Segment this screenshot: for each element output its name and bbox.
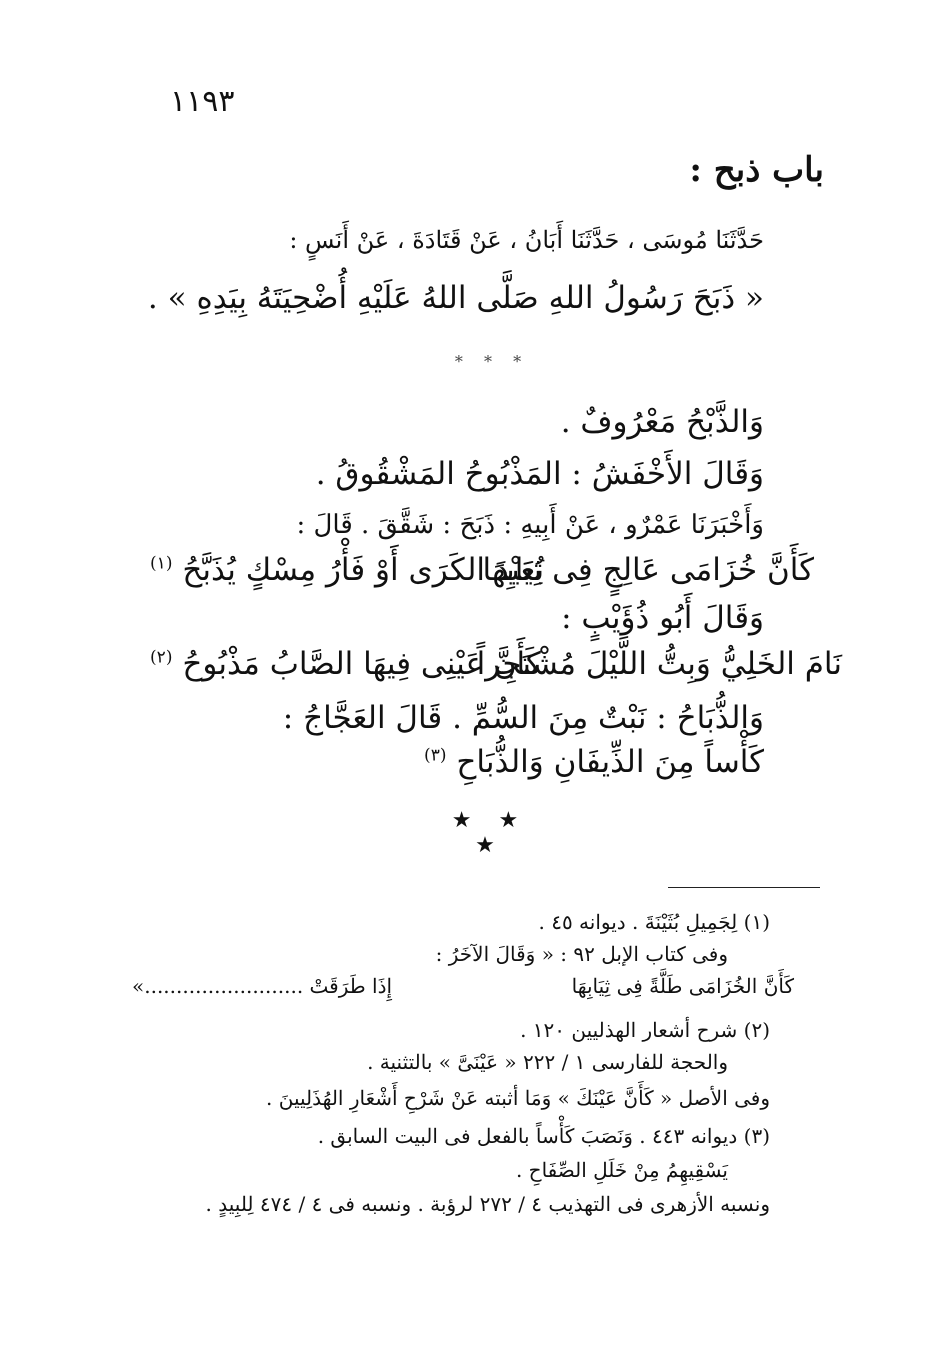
- verse-2-second-hemistich: [150, 646, 541, 682]
- footnote-marker-3: (٣): [424, 745, 447, 766]
- footnote-3-line-2: يَسْقِيهِمُ مِنْ خَلَلِ الصِّفَاحِ .: [515, 1158, 728, 1182]
- footnote-1-verse-second: إِذَا طَرَقَتْ .........................»: [132, 974, 393, 998]
- verse-2-second-text: كَأَنَّ عَيْنِى فِيهَا الصَّابُ مَذْبُوحُ: [182, 646, 541, 682]
- footnote-3-line-1: (٣) ديوانه ٤٤٣ . وَنَصَبَ كَأْساً بالفعل فى البيت السابق .: [317, 1124, 770, 1148]
- hadith-isnad: حَدَّثَنَا مُوسَى ، حَدَّثَنَا أَبَانُ ، عَنْ قَتَادَةَ ، عَنْ أَنَسٍ :: [289, 226, 764, 254]
- footnote-2-line-1: (٢) شرح أشعار الهذليين ١٢٠ .: [520, 1018, 770, 1042]
- section-separator-large: ★ ★ ★: [451, 808, 529, 858]
- footnote-1-line-1: (١) لِجَمِيلِ بُثَيْنَةَ . ديوانه ٤٥ .: [538, 910, 770, 934]
- verse-3: [424, 744, 764, 780]
- verse-1-second-text: بُعَيْدَ الكَرَى أَوْ فَأْرُ مِسْكٍ يُذَبَّحُ: [182, 552, 545, 588]
- verse-2-first-hemistich: نَامَ الخَلِيُّ وَبِتُّ اللَّيْلَ مُشْتَجِراً: [476, 646, 842, 682]
- body-line-5: وَالذُّبَاحُ : نَبْتٌ مِنَ السُّمِّ . قَالَ العَجَّاجُ :: [282, 700, 764, 736]
- footnote-2-line-3: وفى الأصل « كَأَنَّ عَيْنَكَ » وَمَا أثبته عَنْ شَرْحِ أَشْعَارِ الهُذَلِيينَ .: [266, 1086, 770, 1110]
- footnote-1-verse-first: كَأَنَّ الخُزَامَى طَلَّةً فِى ثِيَابِهَا: [571, 974, 794, 998]
- hadith-matn: « ذَبَحَ رَسُولُ اللهِ صَلَّى اللهُ عَلَيْهِ أُضْحِيَتَهُ بِيَدِهِ » .: [147, 280, 764, 316]
- body-line-3: وَأَخْبَرَنَا عَمْرٌو ، عَنْ أَبِيهِ : ذَبَحَ : شَقَّقَ . قَالَ :: [296, 510, 764, 540]
- verse-3-text: كَأْساً مِنَ الذِّيفَانِ وَالذُّبَاحِ: [456, 744, 764, 780]
- chapter-title: باب ذبح :: [689, 150, 824, 190]
- body-line-1: وَالذَّبْحُ مَعْرُوفٌ .: [560, 404, 764, 440]
- footnote-marker-1: (١): [150, 553, 173, 574]
- section-separator-small: * * *: [454, 352, 530, 371]
- footnote-3-line-3: ونسبه الأزهرى فى التهذيب ٤ / ٢٧٢ لرؤبة . ونسبه فى ٤ / ٤٧٤ لِلبِيدٍ .: [205, 1192, 770, 1216]
- footnote-1-line-2: وفى كتاب الإبل ٩٢ : « وَقَالَ الآخَرُ :: [435, 942, 728, 966]
- body-line-4: وَقَالَ أَبُو ذُؤَيْبٍ :: [561, 600, 764, 636]
- body-line-2: وَقَالَ الأَخْفَشُ : المَذْبُوحُ المَشْقُوقُ .: [315, 456, 764, 492]
- verse-1-first-hemistich: كَأَنَّ خُزَامَى عَالِجٍ فِى ثِيَابِهَا: [482, 552, 814, 588]
- verse-1-second-hemistich: [150, 552, 544, 588]
- footnote-marker-2: (٢): [150, 647, 173, 668]
- footnote-2-line-2: والحجة للفارسى ١ / ٢٢٢ « عَيْنَىَّ » بالتثنية .: [367, 1050, 728, 1074]
- footnote-rule: [668, 887, 820, 888]
- page-number: ١١٩٣: [170, 84, 235, 119]
